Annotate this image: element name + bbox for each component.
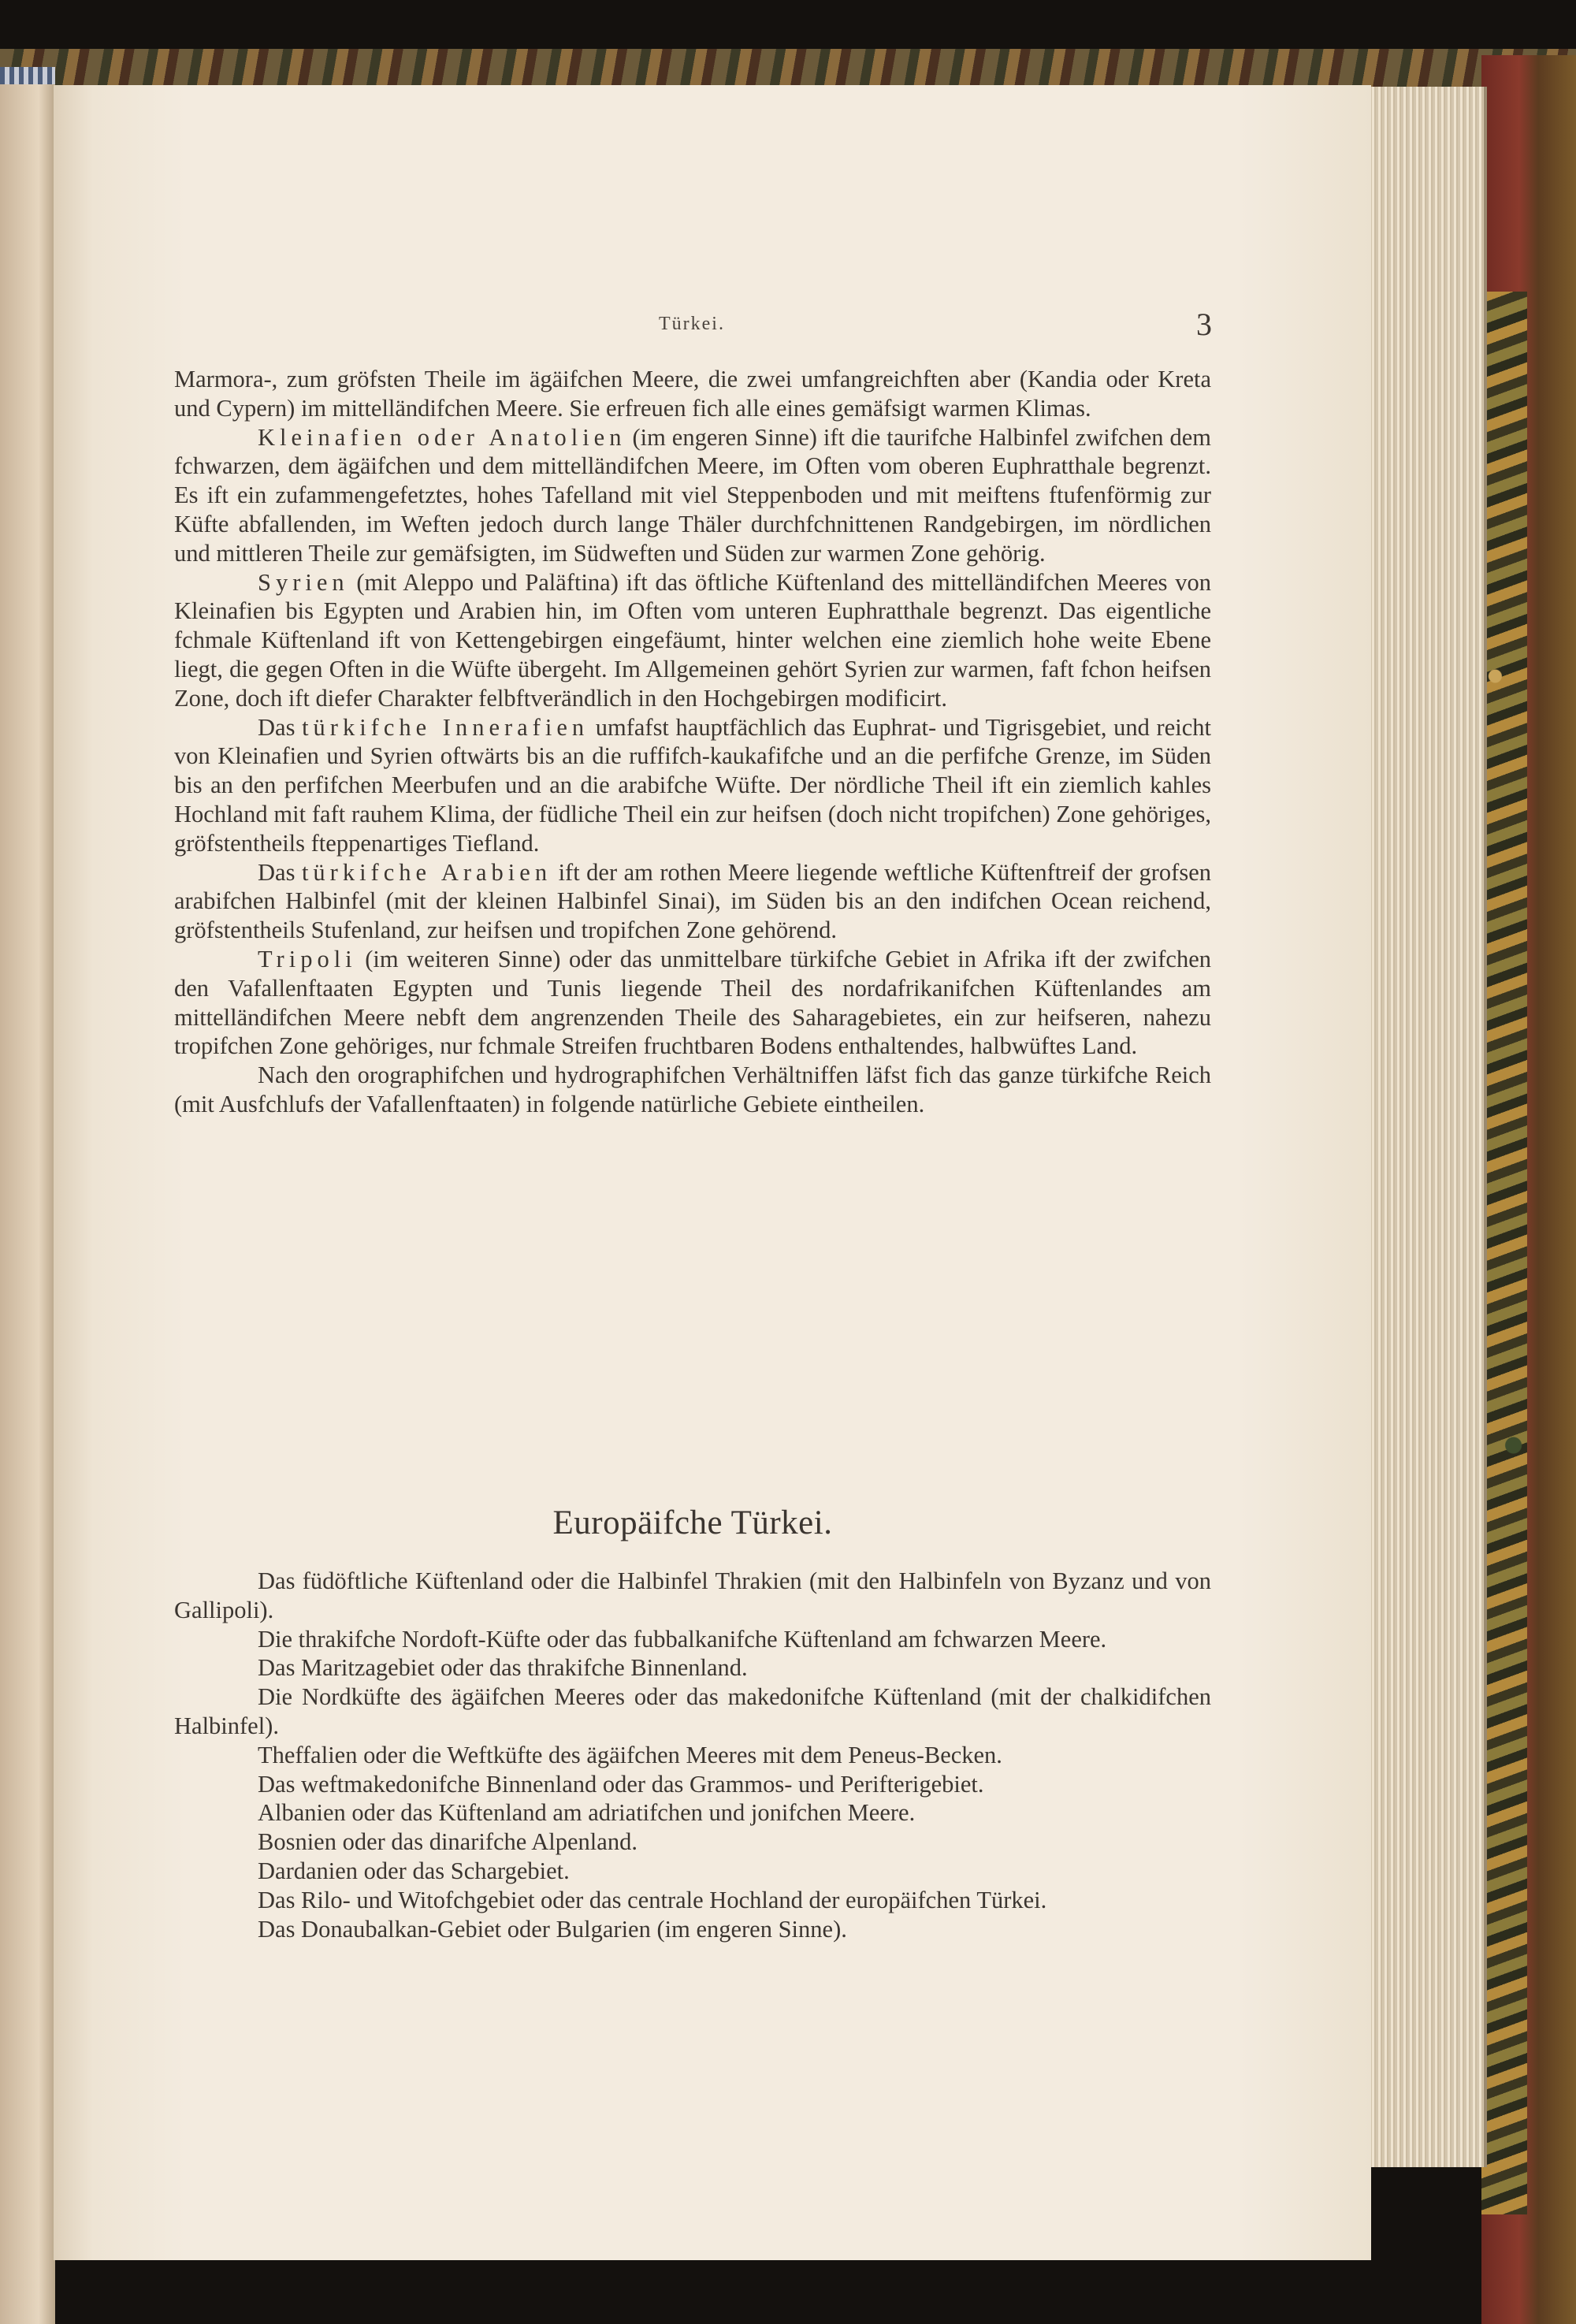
region-item: Das füdöftliche Küftenland oder die Halbinfel Thrakien (mit den Halbinfeln von Byzanz und von Gallipoli).	[174, 1567, 1211, 1623]
paragraph-text: Marmora-, zum gröfsten Theile im ägäifchen Meere, die zwei umfangreichften aber (Kandia oder Kreta und Cypern) im mittelländifchen Meere. Sie erfreuen fich alle eines gemäfsigt warmen Klimas.	[174, 366, 1211, 422]
paragraph-text: (im weiteren Sinne) oder das unmittelbare türkifche Gebiet in Afrika ift der zwifchen den Vafallenftaaten Egypten und Tunis liegende Theil des nordafrikanifchen Küftenlandes am mittelländifchen Meere nebft dem angrenzenden Theile des Saharagebietes, ein zur heifseren, nahezu tropifchen Zone gehöriges, nur fchmale Streifen fruchtbaren Bodens enthaltendes, halbwüftes Land.	[174, 945, 1211, 1060]
page-header	[172, 306, 1212, 353]
paragraph-tripoli	[174, 945, 1211, 1061]
book-cover-top-edge	[0, 49, 1576, 90]
region-item: Die thrakifche Nordoft-Küfte oder das fubbalkanifche Küftenland am fchwarzen Meere.	[258, 1625, 1107, 1653]
region-item: Bosnien oder das dinarifche Alpenland.	[258, 1828, 637, 1856]
running-head: Türkei.	[659, 314, 725, 334]
body-text	[174, 365, 1211, 1119]
paragraph-lead: türkifche Innerafien	[302, 713, 589, 741]
region-item: Albanien oder das Küftenland am adriatifchen und jonifchen Meere.	[258, 1799, 916, 1827]
paragraph-arabien	[174, 858, 1211, 945]
paragraph-syrien	[174, 568, 1211, 713]
paragraph-lead: Syrien	[258, 568, 349, 596]
paragraph-marmora	[174, 365, 1211, 423]
page-number: 3	[1196, 307, 1212, 342]
paragraph-text: (mit Aleppo und Paläftina) ift das öftliche Küftenland des mittelländifchen Meeres von Kleinafien bis Egypten und Arabien hin, im Often vom unteren Euphratthale begrenzt. Das eigentliche fchmale Küftenland ift von Kettengebirgen eingefäumt, hinter welchen eine ziemlich hohe weite Ebene liegt, die gegen Often in die Wüfte übergeht. Im Allgemeinen gehört Syrien zur warmen, faft fchon heifsen Zone, doch ift diefer Charakter felbftverändlich in den Hochgebirgen modificirt.	[174, 568, 1211, 712]
region-item: Das Rilo- und Witofchgebiet oder das centrale Hochland der europäifchen Türkei.	[258, 1886, 1047, 1913]
paragraph-text: umfafst hauptfächlich das Euphrat- und Tigrisgebiet, und reicht von Kleinafien und Syrien oftwärts bis an die ruffifch-kaukafifche und an die perfifche Grenze, im Süden bis an den perfifchen Meerbufen und an die arabifche Wüfte. Der nördliche Theil ift ein ziemlich kahles Hochland mit faft rauhem Klima, der füdliche Theil ein zur heifsen (doch nicht tropifchen) Zone gehöriges, gröfstentheils fteppenartiges Tiefland.	[174, 713, 1211, 857]
paragraph-innerasien	[174, 713, 1211, 858]
facing-page-edge	[0, 75, 55, 2324]
marbled-endpaper	[1481, 292, 1527, 2214]
paragraph-lead: Tripoli	[258, 945, 357, 972]
region-item: Theffalien oder die Weftküfte des ägäifchen Meeres mit dem Peneus-Becken.	[258, 1741, 1002, 1768]
paragraph-prefix: Das	[258, 713, 303, 741]
paragraph-text: (im engeren Sinne) ift die taurifche Halbinfel zwifchen dem fchwarzen, dem ägäifchen und dem mittelländifchen Meere, im Often vom oberen Euphratthale begrenzt. Es ift ein zufammengefetztes, hohes Tafelland mit viel Steppenboden und mit meiftens ftufenförmig zur Küfte abfallenden, im Weften jedoch durch lange Thäler durchfchnittenen Randgebirgen, im nördlichen und mittleren Theile zur gemäfsigten, im Südweften und Süden zur warmen Zone gehörig.	[174, 423, 1211, 567]
page-block-edges	[1370, 87, 1487, 2167]
region-list	[174, 1567, 1211, 1943]
paragraph-lead: türkifche Arabien	[301, 858, 552, 886]
paragraph-kleinasien	[174, 423, 1211, 568]
book-page	[54, 85, 1371, 2260]
region-item: Das weftmakedonifche Binnenland oder das Grammos- und Perifterigebiet.	[258, 1770, 984, 1798]
region-item: Die Nordküfte des ägäifchen Meeres oder das makedonifche Küftenland (mit der chalkidifchen Halbinfel).	[174, 1683, 1211, 1739]
region-item: Das Donaubalkan-Gebiet oder Bulgarien (im engeren Sinne).	[258, 1915, 847, 1943]
section-heading: Europäifche Türkei.	[552, 1504, 833, 1541]
paragraph-prefix: Das	[258, 858, 302, 886]
paragraph-text: ift der am rothen Meere liegende weftliche Küftenftreif der grofsen arabifchen Halbinfel (mit der kleinen Halbinfel Sinai), im Süden bis an den indifchen Ocean reichend, gröfstentheils Stufenland, zur heifsen und tropifchen Zone gehörend.	[174, 858, 1211, 944]
paragraph-text: Nach den orographifchen und hydrographifchen Verhältniffen läfst fich das ganze türkifche Reich (mit Ausfchlufs der Vafallenftaaten) in folgende natürliche Gebiete eintheilen.	[174, 1062, 1211, 1117]
paragraph-lead: Kleinafien oder Anatolien	[258, 423, 626, 451]
region-item: Dardanien oder das Schargebiet.	[258, 1857, 570, 1884]
region-item: Das Maritzagebiet oder das thrakifche Binnenland.	[258, 1654, 748, 1682]
paragraph-eintheilung	[174, 1061, 1211, 1119]
binding-cloth-strip	[0, 67, 55, 84]
